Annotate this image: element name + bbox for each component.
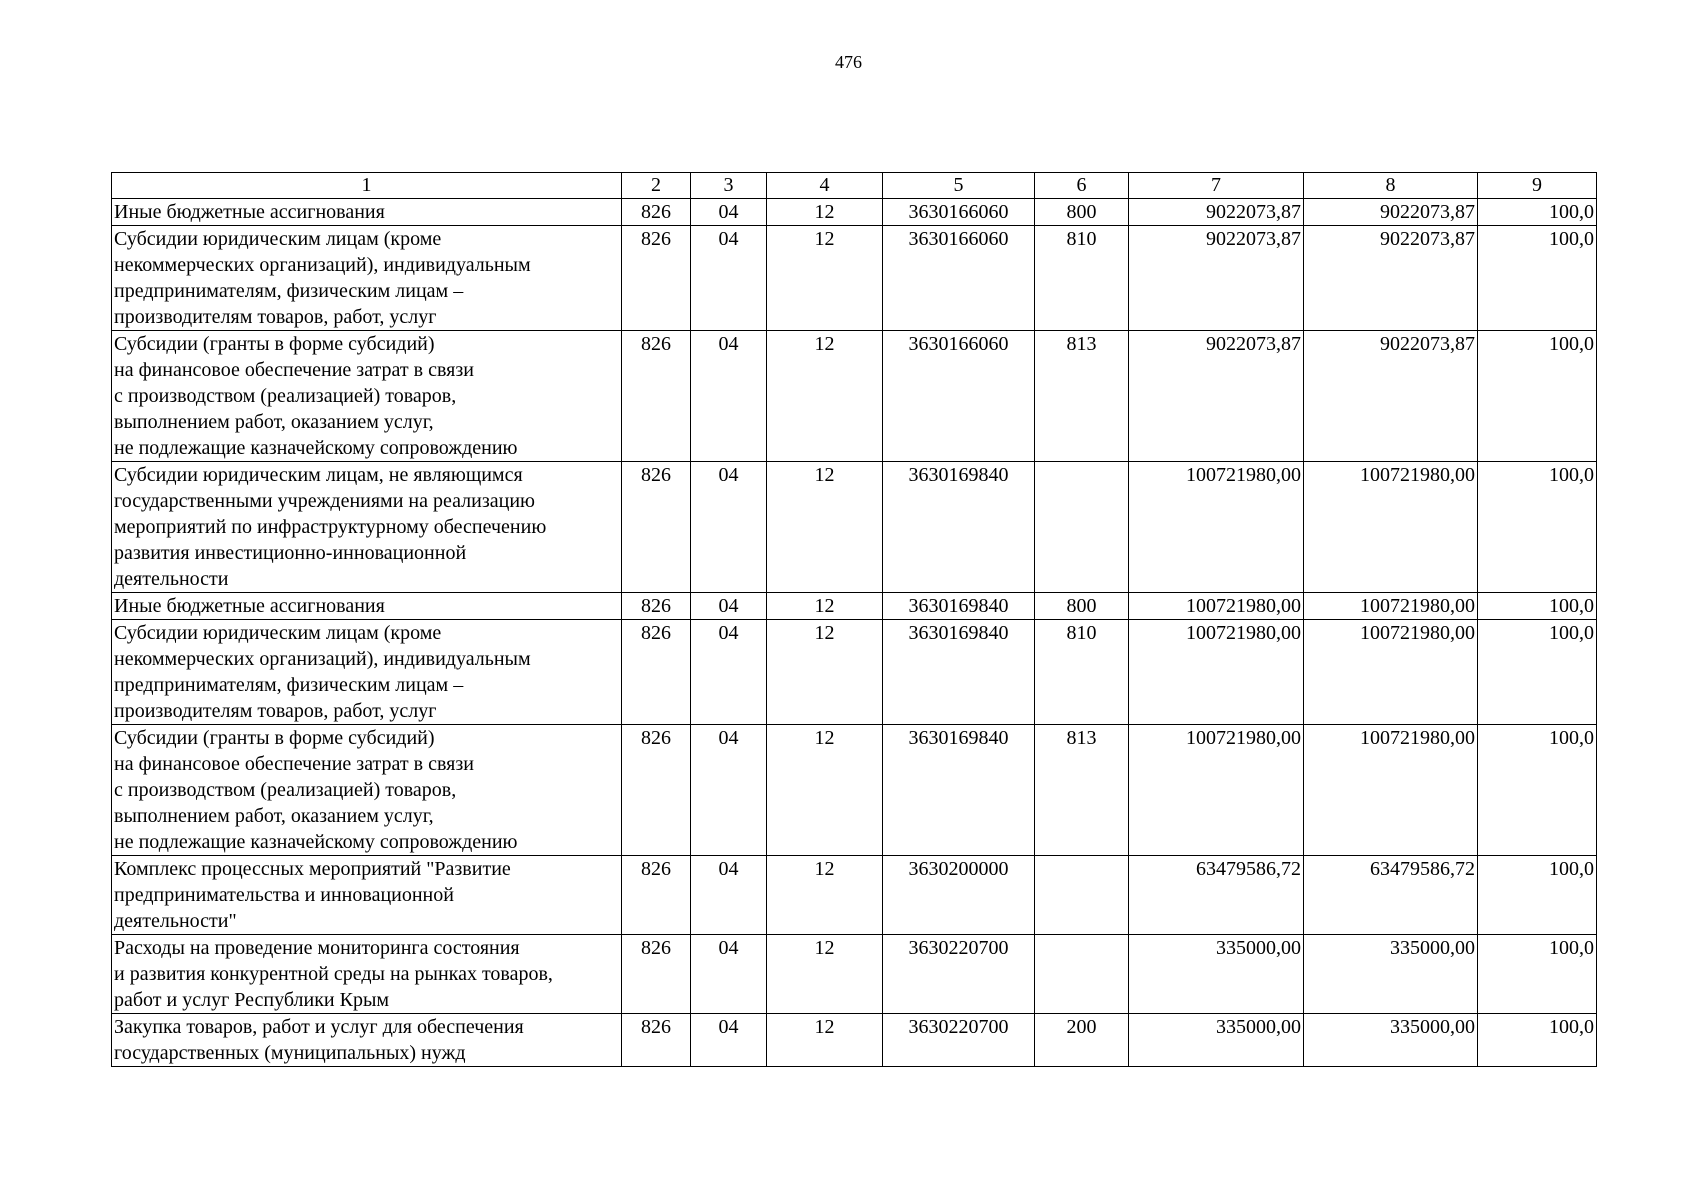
row-name-line: Комплекс процессных мероприятий "Развитие bbox=[114, 858, 511, 880]
row-name-line: деятельности bbox=[114, 568, 229, 590]
row-name-line: Иные бюджетные ассигнования bbox=[114, 201, 385, 223]
table-row bbox=[112, 199, 1597, 226]
target-article-cell: 3630166060 bbox=[883, 199, 1035, 226]
ministry-code-cell: 826 bbox=[622, 935, 691, 1014]
execution-percent-cell: 100,0 bbox=[1478, 462, 1597, 593]
execution-percent-cell: 100,0 bbox=[1478, 199, 1597, 226]
row-name-cell bbox=[112, 725, 622, 856]
row-name-line: с производством (реализацией) товаров, bbox=[114, 779, 457, 801]
target-article-cell: 3630166060 bbox=[883, 331, 1035, 462]
subsection-code-cell: 12 bbox=[767, 593, 883, 620]
row-name-line: не подлежащие казначейскому сопровождению bbox=[114, 831, 518, 853]
table-row bbox=[112, 725, 1597, 856]
table-row bbox=[112, 593, 1597, 620]
row-name-line: выполнением работ, оказанием услуг, bbox=[114, 805, 434, 827]
expense-type-cell bbox=[1035, 935, 1129, 1014]
executed-amount-cell: 335000,00 bbox=[1304, 935, 1478, 1014]
section-code-cell: 04 bbox=[691, 331, 767, 462]
row-name-line: работ и услуг Республики Крым bbox=[114, 989, 390, 1011]
column-header: 3 bbox=[691, 173, 767, 199]
subsection-code-cell: 12 bbox=[767, 856, 883, 935]
row-name-line: на финансовое обеспечение затрат в связи bbox=[114, 753, 474, 775]
subsection-code-cell: 12 bbox=[767, 199, 883, 226]
planned-amount-cell: 9022073,87 bbox=[1129, 331, 1304, 462]
subsection-code-cell: 12 bbox=[767, 462, 883, 593]
planned-amount-cell: 100721980,00 bbox=[1129, 593, 1304, 620]
section-code-cell: 04 bbox=[691, 593, 767, 620]
row-name-cell bbox=[112, 620, 622, 725]
column-header: 5 bbox=[883, 173, 1035, 199]
subsection-code-cell: 12 bbox=[767, 935, 883, 1014]
executed-amount-cell: 335000,00 bbox=[1304, 1014, 1478, 1067]
row-name-line: предпринимателям, физическим лицам – bbox=[114, 674, 464, 696]
section-code-cell: 04 bbox=[691, 226, 767, 331]
execution-percent-cell: 100,0 bbox=[1478, 856, 1597, 935]
ministry-code-cell: 826 bbox=[622, 462, 691, 593]
target-article-cell: 3630169840 bbox=[883, 620, 1035, 725]
row-name-line: государственных (муниципальных) нужд bbox=[114, 1042, 466, 1064]
executed-amount-cell: 100721980,00 bbox=[1304, 725, 1478, 856]
ministry-code-cell: 826 bbox=[622, 331, 691, 462]
section-code-cell: 04 bbox=[691, 935, 767, 1014]
ministry-code-cell: 826 bbox=[622, 1014, 691, 1067]
row-name-line: предпринимательства и инновационной bbox=[114, 884, 454, 906]
target-article-cell: 3630220700 bbox=[883, 1014, 1035, 1067]
row-name-cell bbox=[112, 199, 622, 226]
planned-amount-cell: 9022073,87 bbox=[1129, 199, 1304, 226]
row-name-line: Субсидии (гранты в форме субсидий) bbox=[114, 727, 435, 749]
subsection-code-cell: 12 bbox=[767, 725, 883, 856]
ministry-code-cell: 826 bbox=[622, 226, 691, 331]
planned-amount-cell: 335000,00 bbox=[1129, 1014, 1304, 1067]
table-row bbox=[112, 620, 1597, 725]
section-code-cell: 04 bbox=[691, 462, 767, 593]
section-code-cell: 04 bbox=[691, 725, 767, 856]
expense-type-cell: 200 bbox=[1035, 1014, 1129, 1067]
row-name-line: Закупка товаров, работ и услуг для обеспечения bbox=[114, 1016, 524, 1038]
execution-percent-cell: 100,0 bbox=[1478, 226, 1597, 331]
ministry-code-cell: 826 bbox=[622, 593, 691, 620]
table-row bbox=[112, 935, 1597, 1014]
page-number: 476 bbox=[835, 52, 862, 72]
target-article-cell: 3630200000 bbox=[883, 856, 1035, 935]
section-code-cell: 04 bbox=[691, 856, 767, 935]
ministry-code-cell: 826 bbox=[622, 620, 691, 725]
header-row bbox=[112, 173, 1597, 199]
row-name-cell bbox=[112, 593, 622, 620]
column-header: 9 bbox=[1478, 173, 1597, 199]
target-article-cell: 3630166060 bbox=[883, 226, 1035, 331]
row-name-line: Субсидии юридическим лицам (кроме bbox=[114, 228, 442, 250]
planned-amount-cell: 63479586,72 bbox=[1129, 856, 1304, 935]
row-name-line: Субсидии юридическим лицам, не являющимся bbox=[114, 464, 523, 486]
row-name-line: мероприятий по инфраструктурному обеспечению bbox=[114, 516, 547, 538]
column-header: 8 bbox=[1304, 173, 1478, 199]
row-name-cell bbox=[112, 856, 622, 935]
execution-percent-cell: 100,0 bbox=[1478, 620, 1597, 725]
execution-percent-cell: 100,0 bbox=[1478, 935, 1597, 1014]
execution-percent-cell: 100,0 bbox=[1478, 331, 1597, 462]
planned-amount-cell: 100721980,00 bbox=[1129, 462, 1304, 593]
row-name-cell bbox=[112, 462, 622, 593]
section-code-cell: 04 bbox=[691, 1014, 767, 1067]
expense-type-cell: 813 bbox=[1035, 725, 1129, 856]
subsection-code-cell: 12 bbox=[767, 1014, 883, 1067]
executed-amount-cell: 100721980,00 bbox=[1304, 620, 1478, 725]
row-name-line: не подлежащие казначейскому сопровождению bbox=[114, 437, 518, 459]
executed-amount-cell: 100721980,00 bbox=[1304, 593, 1478, 620]
expense-type-cell bbox=[1035, 462, 1129, 593]
executed-amount-cell: 63479586,72 bbox=[1304, 856, 1478, 935]
column-header: 2 bbox=[622, 173, 691, 199]
row-name-line: развития инвестиционно-инновационной bbox=[114, 542, 467, 564]
ministry-code-cell: 826 bbox=[622, 725, 691, 856]
planned-amount-cell: 9022073,87 bbox=[1129, 226, 1304, 331]
planned-amount-cell: 100721980,00 bbox=[1129, 725, 1304, 856]
planned-amount-cell: 335000,00 bbox=[1129, 935, 1304, 1014]
target-article-cell: 3630169840 bbox=[883, 593, 1035, 620]
executed-amount-cell: 9022073,87 bbox=[1304, 331, 1478, 462]
row-name-line: Субсидии (гранты в форме субсидий) bbox=[114, 333, 435, 355]
table-row bbox=[112, 1014, 1597, 1067]
row-name-line: предпринимателям, физическим лицам – bbox=[114, 280, 464, 302]
expense-type-cell: 800 bbox=[1035, 199, 1129, 226]
subsection-code-cell: 12 bbox=[767, 226, 883, 331]
table-row bbox=[112, 856, 1597, 935]
subsection-code-cell: 12 bbox=[767, 331, 883, 462]
row-name-line: деятельности" bbox=[114, 910, 237, 932]
subsection-code-cell: 12 bbox=[767, 620, 883, 725]
execution-percent-cell: 100,0 bbox=[1478, 593, 1597, 620]
target-article-cell: 3630169840 bbox=[883, 462, 1035, 593]
row-name-cell bbox=[112, 1014, 622, 1067]
row-name-line: некоммерческих организаций), индивидуальным bbox=[114, 648, 531, 670]
row-name-line: производителям товаров, работ, услуг bbox=[114, 306, 437, 328]
execution-percent-cell: 100,0 bbox=[1478, 725, 1597, 856]
row-name-cell bbox=[112, 331, 622, 462]
row-name-line: с производством (реализацией) товаров, bbox=[114, 385, 457, 407]
row-name-line: Иные бюджетные ассигнования bbox=[114, 595, 385, 617]
target-article-cell: 3630169840 bbox=[883, 725, 1035, 856]
column-header: 1 bbox=[112, 173, 622, 199]
row-name-line: на финансовое обеспечение затрат в связи bbox=[114, 359, 474, 381]
executed-amount-cell: 100721980,00 bbox=[1304, 462, 1478, 593]
column-header: 7 bbox=[1129, 173, 1304, 199]
expense-type-cell: 810 bbox=[1035, 620, 1129, 725]
row-name-line: и развития конкурентной среды на рынках товаров, bbox=[114, 963, 553, 985]
row-name-line: Субсидии юридическим лицам (кроме bbox=[114, 622, 442, 644]
expense-type-cell: 800 bbox=[1035, 593, 1129, 620]
table-row bbox=[112, 331, 1597, 462]
row-name-line: Расходы на проведение мониторинга состояния bbox=[114, 937, 520, 959]
expense-type-cell bbox=[1035, 856, 1129, 935]
row-name-line: выполнением работ, оказанием услуг, bbox=[114, 411, 434, 433]
table-row bbox=[112, 226, 1597, 331]
planned-amount-cell: 100721980,00 bbox=[1129, 620, 1304, 725]
executed-amount-cell: 9022073,87 bbox=[1304, 226, 1478, 331]
expense-type-cell: 810 bbox=[1035, 226, 1129, 331]
column-header: 4 bbox=[767, 173, 883, 199]
row-name-line: производителям товаров, работ, услуг bbox=[114, 700, 437, 722]
column-header: 6 bbox=[1035, 173, 1129, 199]
target-article-cell: 3630220700 bbox=[883, 935, 1035, 1014]
execution-percent-cell: 100,0 bbox=[1478, 1014, 1597, 1067]
row-name-line: некоммерческих организаций), индивидуальным bbox=[114, 254, 531, 276]
row-name-cell bbox=[112, 226, 622, 331]
expense-type-cell: 813 bbox=[1035, 331, 1129, 462]
row-name-cell bbox=[112, 935, 622, 1014]
section-code-cell: 04 bbox=[691, 620, 767, 725]
section-code-cell: 04 bbox=[691, 199, 767, 226]
row-name-line: государственными учреждениями на реализацию bbox=[114, 490, 535, 512]
executed-amount-cell: 9022073,87 bbox=[1304, 199, 1478, 226]
ministry-code-cell: 826 bbox=[622, 199, 691, 226]
table-row bbox=[112, 462, 1597, 593]
budget-table bbox=[111, 172, 1597, 1067]
ministry-code-cell: 826 bbox=[622, 856, 691, 935]
